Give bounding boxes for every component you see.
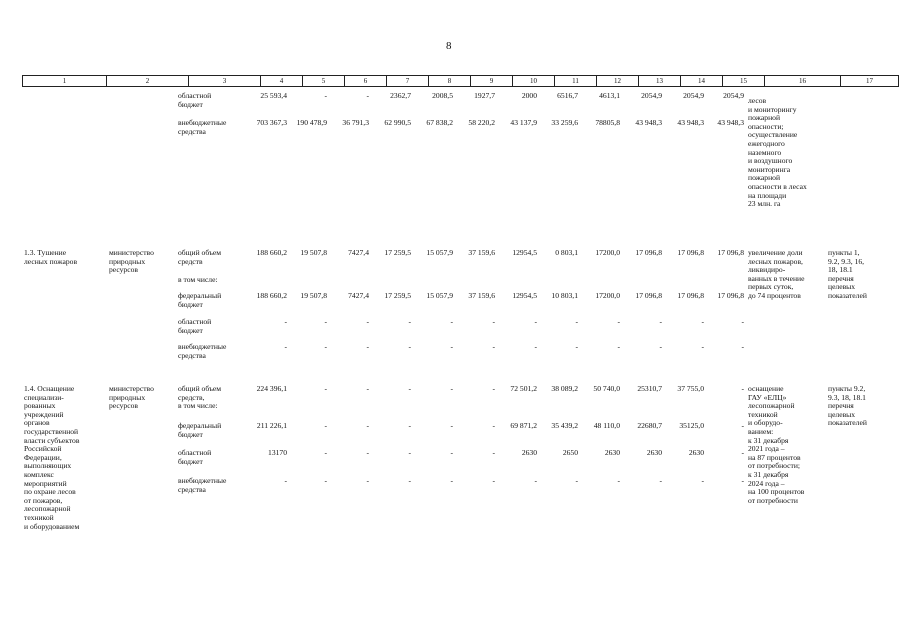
value-cell-col-5: 19 507,8 [300,248,327,257]
funding-source-line: бюджет [178,325,203,335]
value-cell-col-10: 72 501,2 [510,384,537,393]
expected-result-line: и воздушного [748,156,793,166]
measure-name-line: государственной [24,427,79,436]
value-cell-col-6: 7427,4 [348,248,369,257]
expected-result-line: ликвидиро- [748,265,786,275]
value-cell-col-9: 1927,7 [474,91,495,100]
column-header-6: 6 [345,76,387,87]
funding-source-line: средства [178,350,206,360]
value-cell-col-8: 2008,5 [432,91,453,100]
value-cell-col-11: 33 259,6 [551,118,578,127]
value-cell-col-10: 12954,5 [512,291,537,300]
value-cell-col-4: 188 660,2 [256,291,287,300]
value-cell-col-13: 43 948,3 [635,118,662,127]
value-cell-col-15: - [741,448,744,457]
value-cell-col-12: 78805,8 [595,118,620,127]
value-cell-col-13: - [659,317,662,326]
value-cell-col-5: - [324,448,327,457]
value-cell-col-9: - [492,317,495,326]
expected-result-line: ГАУ «ЕЛЦ» [748,392,787,402]
value-cell-col-8: 15 057,9 [426,291,453,300]
funding-source-line: областной [178,448,212,457]
target-indicators-line: 9.3, 18, 18.1 [828,392,866,402]
expected-result-line: лесов [748,96,767,105]
target-indicators-line: 18, 18.1 [828,265,853,275]
value-cell-col-5: - [324,421,327,430]
executor-line: природных [109,256,146,266]
value-cell-col-11: - [575,317,578,326]
executor-line: министерство [109,248,154,257]
executor-line: министерство [109,384,154,393]
expected-result-line: к 31 декабря [748,470,789,479]
value-cell-col-9: - [492,476,495,485]
measure-name-line: 1.3. Тушение [24,248,67,257]
column-header-12: 12 [597,76,639,87]
funding-source-line: средства [178,126,206,136]
value-cell-col-9: - [492,421,495,430]
measure-name-line: и оборудованием [24,521,80,531]
funding-source-line: средств, [178,392,205,402]
value-cell-col-15: 2054,9 [723,91,744,100]
page-number: 8 [446,40,452,52]
value-cell-col-7: - [408,448,411,457]
value-cell-col-6: 7427,4 [348,291,369,300]
value-cell-col-11: 6516,7 [557,91,578,100]
expected-result-line: 2024 года – [748,478,785,488]
column-header-1: 1 [23,76,107,87]
value-cell-col-4: 703 367,3 [256,118,287,127]
funding-source-line: бюджет [178,429,203,439]
funding-source-line: внебюджетные [178,118,227,127]
column-number-header [22,75,899,87]
target-indicators-line: показателей [828,291,867,300]
column-header-14: 14 [681,76,723,87]
measure-name-line: 1.4. Оснащение [24,384,75,393]
value-cell-col-4: 13170 [268,448,287,457]
value-cell-col-4: - [284,476,287,485]
value-cell-col-14: - [701,342,704,351]
value-cell-col-7: - [408,384,411,393]
value-cell-col-5: - [324,342,327,351]
executor-line: природных [109,392,146,402]
expected-result-line: от потребности [748,495,798,505]
value-cell-col-6: - [366,317,369,326]
value-cell-col-12: 50 740,0 [593,384,620,393]
value-cell-col-8: - [450,384,453,393]
value-cell-col-15: - [741,342,744,351]
column-header-15: 15 [723,76,765,87]
value-cell-col-6: - [366,476,369,485]
value-cell-col-12: 4613,1 [599,91,620,100]
column-header-11: 11 [555,76,597,87]
funding-source-line: областной [178,91,212,100]
target-indicators-line: перечня [828,401,854,411]
expected-result-line: ванных в течение [748,273,805,283]
expected-result-line: 2021 года – [748,444,785,454]
column-header-7: 7 [387,76,429,87]
value-cell-col-11: 0 803,1 [555,248,578,257]
value-cell-col-4: 188 660,2 [256,248,287,257]
column-header-4: 4 [261,76,303,87]
value-cell-col-13: - [659,476,662,485]
measure-name-line: лесопожарной [24,504,71,514]
value-cell-col-13: 17 096,8 [635,248,662,257]
measure-name-line: по охране лесов [24,487,76,497]
expected-result-line: к 31 декабря [748,435,789,445]
value-cell-col-8: - [450,317,453,326]
value-cell-col-9: 37 159,6 [468,291,495,300]
measure-name-line: Российской [24,444,62,454]
expected-result-line: на 87 процентов [748,452,801,462]
value-cell-col-10: 2630 [521,448,537,457]
value-cell-col-11: 35 439,2 [551,421,578,430]
value-cell-col-15: 17 096,8 [717,248,744,257]
funding-source-line: средств [178,256,203,266]
value-cell-col-15: - [741,384,744,393]
measure-name-line: власти субъектов [24,435,80,445]
value-cell-col-4: - [284,342,287,351]
value-cell-col-7: 62 990,5 [384,118,411,127]
value-cell-col-13: 22680,7 [637,421,662,430]
funding-source-line: средства [178,484,206,494]
value-cell-col-12: - [617,476,620,485]
expected-result-line: техникой [748,409,778,419]
value-cell-col-14: - [701,476,704,485]
value-cell-col-8: - [450,476,453,485]
value-cell-col-13: 2630 [646,448,662,457]
funding-source-line: федеральный [178,421,222,430]
value-cell-col-4: 224 396,1 [256,384,287,393]
value-cell-col-15: 17 096,8 [717,291,744,300]
value-cell-col-13: 25310,7 [637,384,662,393]
value-cell-col-12: 48 110,0 [593,421,620,430]
value-cell-col-4: - [284,317,287,326]
value-cell-col-14: - [701,317,704,326]
value-cell-col-6: - [366,342,369,351]
value-cell-col-5: 190 478,9 [296,118,327,127]
value-cell-col-7: 17 259,5 [384,248,411,257]
expected-result-line: и оборудо- [748,418,783,428]
column-header-16: 16 [765,76,841,87]
expected-result-line: опасности; [748,121,784,131]
value-cell-col-7: - [408,476,411,485]
value-cell-col-13: - [659,342,662,351]
value-cell-col-5: - [324,384,327,393]
value-cell-col-5: - [324,476,327,485]
value-cell-col-10: - [534,476,537,485]
column-header-8: 8 [429,76,471,87]
value-cell-col-11: 10 803,1 [551,291,578,300]
value-cell-col-7: - [408,421,411,430]
value-cell-col-5: - [324,91,327,100]
value-cell-col-10: - [534,342,537,351]
measure-name-line: Федерации, [24,452,62,462]
value-cell-col-9: - [492,384,495,393]
expected-result-line: наземного [748,147,782,157]
measure-name-line: лесных пожаров [24,256,78,266]
measure-name-line: органов [24,418,50,428]
value-cell-col-15: - [741,476,744,485]
expected-result-line: пожарной [748,113,781,123]
value-cell-col-9: - [492,342,495,351]
value-cell-col-12: - [617,342,620,351]
value-cell-col-5: 19 507,8 [300,291,327,300]
column-header-9: 9 [471,76,513,87]
expected-result-line: и мониторингу [748,104,797,114]
expected-result-line: пожарной [748,173,781,183]
value-cell-col-6: - [366,448,369,457]
value-cell-col-12: 17200,0 [595,291,620,300]
funding-source-line: бюджет [178,99,203,109]
funding-source-line: в том числе: [178,275,218,284]
expected-result-line: 23 млн. га [748,199,781,209]
value-cell-col-13: 2054,9 [641,91,662,100]
value-cell-col-15: - [741,421,744,430]
value-cell-col-15: - [741,317,744,326]
value-cell-col-10: 2000 [521,91,537,100]
value-cell-col-14: 2630 [688,448,704,457]
expected-result-line: на 100 процентов [748,487,805,497]
funding-source-line: внебюджетные [178,342,227,351]
funding-source-line: в том числе: [178,401,218,411]
value-cell-col-13: 17 096,8 [635,291,662,300]
executor-line: ресурсов [109,401,138,411]
measure-name-line: выполняющих [24,461,72,471]
value-cell-col-6: - [366,384,369,393]
expected-result-line: до 74 процентов [748,291,801,300]
value-cell-col-6: - [366,91,369,100]
funding-source-line: общий объем [178,248,222,257]
expected-result-line: лесопожарной [748,401,795,411]
value-cell-col-14: 17 096,8 [677,291,704,300]
value-cell-col-5: - [324,317,327,326]
value-cell-col-14: 17 096,8 [677,248,704,257]
expected-result-line: от потребности; [748,461,801,471]
value-cell-col-14: 43 948,3 [677,118,704,127]
value-cell-col-6: - [366,421,369,430]
value-cell-col-12: - [617,317,620,326]
funding-source-line: внебюджетные [178,476,227,485]
measure-name-line: техникой [24,513,54,522]
value-cell-col-10: 69 871,2 [510,421,537,430]
value-cell-col-14: 2054,9 [683,91,704,100]
value-cell-col-9: 37 159,6 [468,248,495,257]
column-header-5: 5 [303,76,345,87]
funding-source-line: областной [178,317,212,326]
expected-result-line: ежегодного [748,139,785,148]
value-cell-col-7: - [408,317,411,326]
target-indicators-line: перечня [828,273,854,283]
funding-source-line: бюджет [178,456,203,466]
column-header-10: 10 [513,76,555,87]
funding-source-line: бюджет [178,299,203,309]
value-cell-col-9: 58 220,2 [468,118,495,127]
value-cell-col-10: - [534,317,537,326]
expected-result-line: оснащение [748,384,784,393]
measure-name-line: учреждений [24,409,64,419]
expected-result-line: осуществление [748,130,798,140]
expected-result-line: на площади [748,190,787,200]
column-header-3: 3 [189,76,261,87]
value-cell-col-9: - [492,448,495,457]
value-cell-col-7: 2362,7 [390,91,411,100]
column-header-2: 2 [107,76,189,87]
value-cell-col-11: - [575,476,578,485]
value-cell-col-10: 12954,5 [512,248,537,257]
value-cell-col-4: 25 593,4 [260,91,287,100]
column-header-13: 13 [639,76,681,87]
expected-result-line: первых суток, [748,282,794,292]
value-cell-col-11: 2650 [562,448,578,457]
value-cell-col-8: - [450,448,453,457]
target-indicators-line: показателей [828,418,867,428]
value-cell-col-14: 35125,0 [679,421,704,430]
value-cell-col-8: 67 838,2 [426,118,453,127]
value-cell-col-7: - [408,342,411,351]
value-cell-col-7: 17 259,5 [384,291,411,300]
target-indicators-line: пункты 1, [828,248,860,257]
measure-name-line: мероприятий [24,478,67,488]
value-cell-col-8: 15 057,9 [426,248,453,257]
funding-source-line: федеральный [178,291,222,300]
expected-result-line: лесных пожаров, [748,256,803,266]
value-cell-col-8: - [450,421,453,430]
value-cell-col-14: 37 755,0 [677,384,704,393]
column-header-17: 17 [841,76,899,87]
value-cell-col-11: 38 089,2 [551,384,578,393]
expected-result-line: мониторинга [748,164,791,174]
value-cell-col-12: 2630 [604,448,620,457]
target-indicators-line: 9.2, 9.3, 16, [828,256,865,266]
value-cell-col-4: 211 226,1 [256,421,287,430]
executor-line: ресурсов [109,265,138,275]
value-cell-col-10: 43 137,9 [510,118,537,127]
value-cell-col-12: 17200,0 [595,248,620,257]
value-cell-col-15: 43 948,3 [717,118,744,127]
value-cell-col-11: - [575,342,578,351]
measure-name-line: рованных [24,401,56,411]
value-cell-col-6: 36 791,3 [342,118,369,127]
expected-result-line: увеличение доли [748,248,803,257]
target-indicators-line: целевых [828,282,856,292]
funding-source-line: общий объем [178,384,222,393]
target-indicators-line: пункты 9.2, [828,384,866,393]
target-indicators-line: целевых [828,409,856,419]
measure-name-line: комплекс [24,470,54,479]
value-cell-col-8: - [450,342,453,351]
expected-result-line: ванием: [748,427,774,436]
measure-name-line: от пожаров, [24,495,63,505]
measure-name-line: специализи- [24,392,64,402]
expected-result-line: опасности в лесах [748,182,807,191]
